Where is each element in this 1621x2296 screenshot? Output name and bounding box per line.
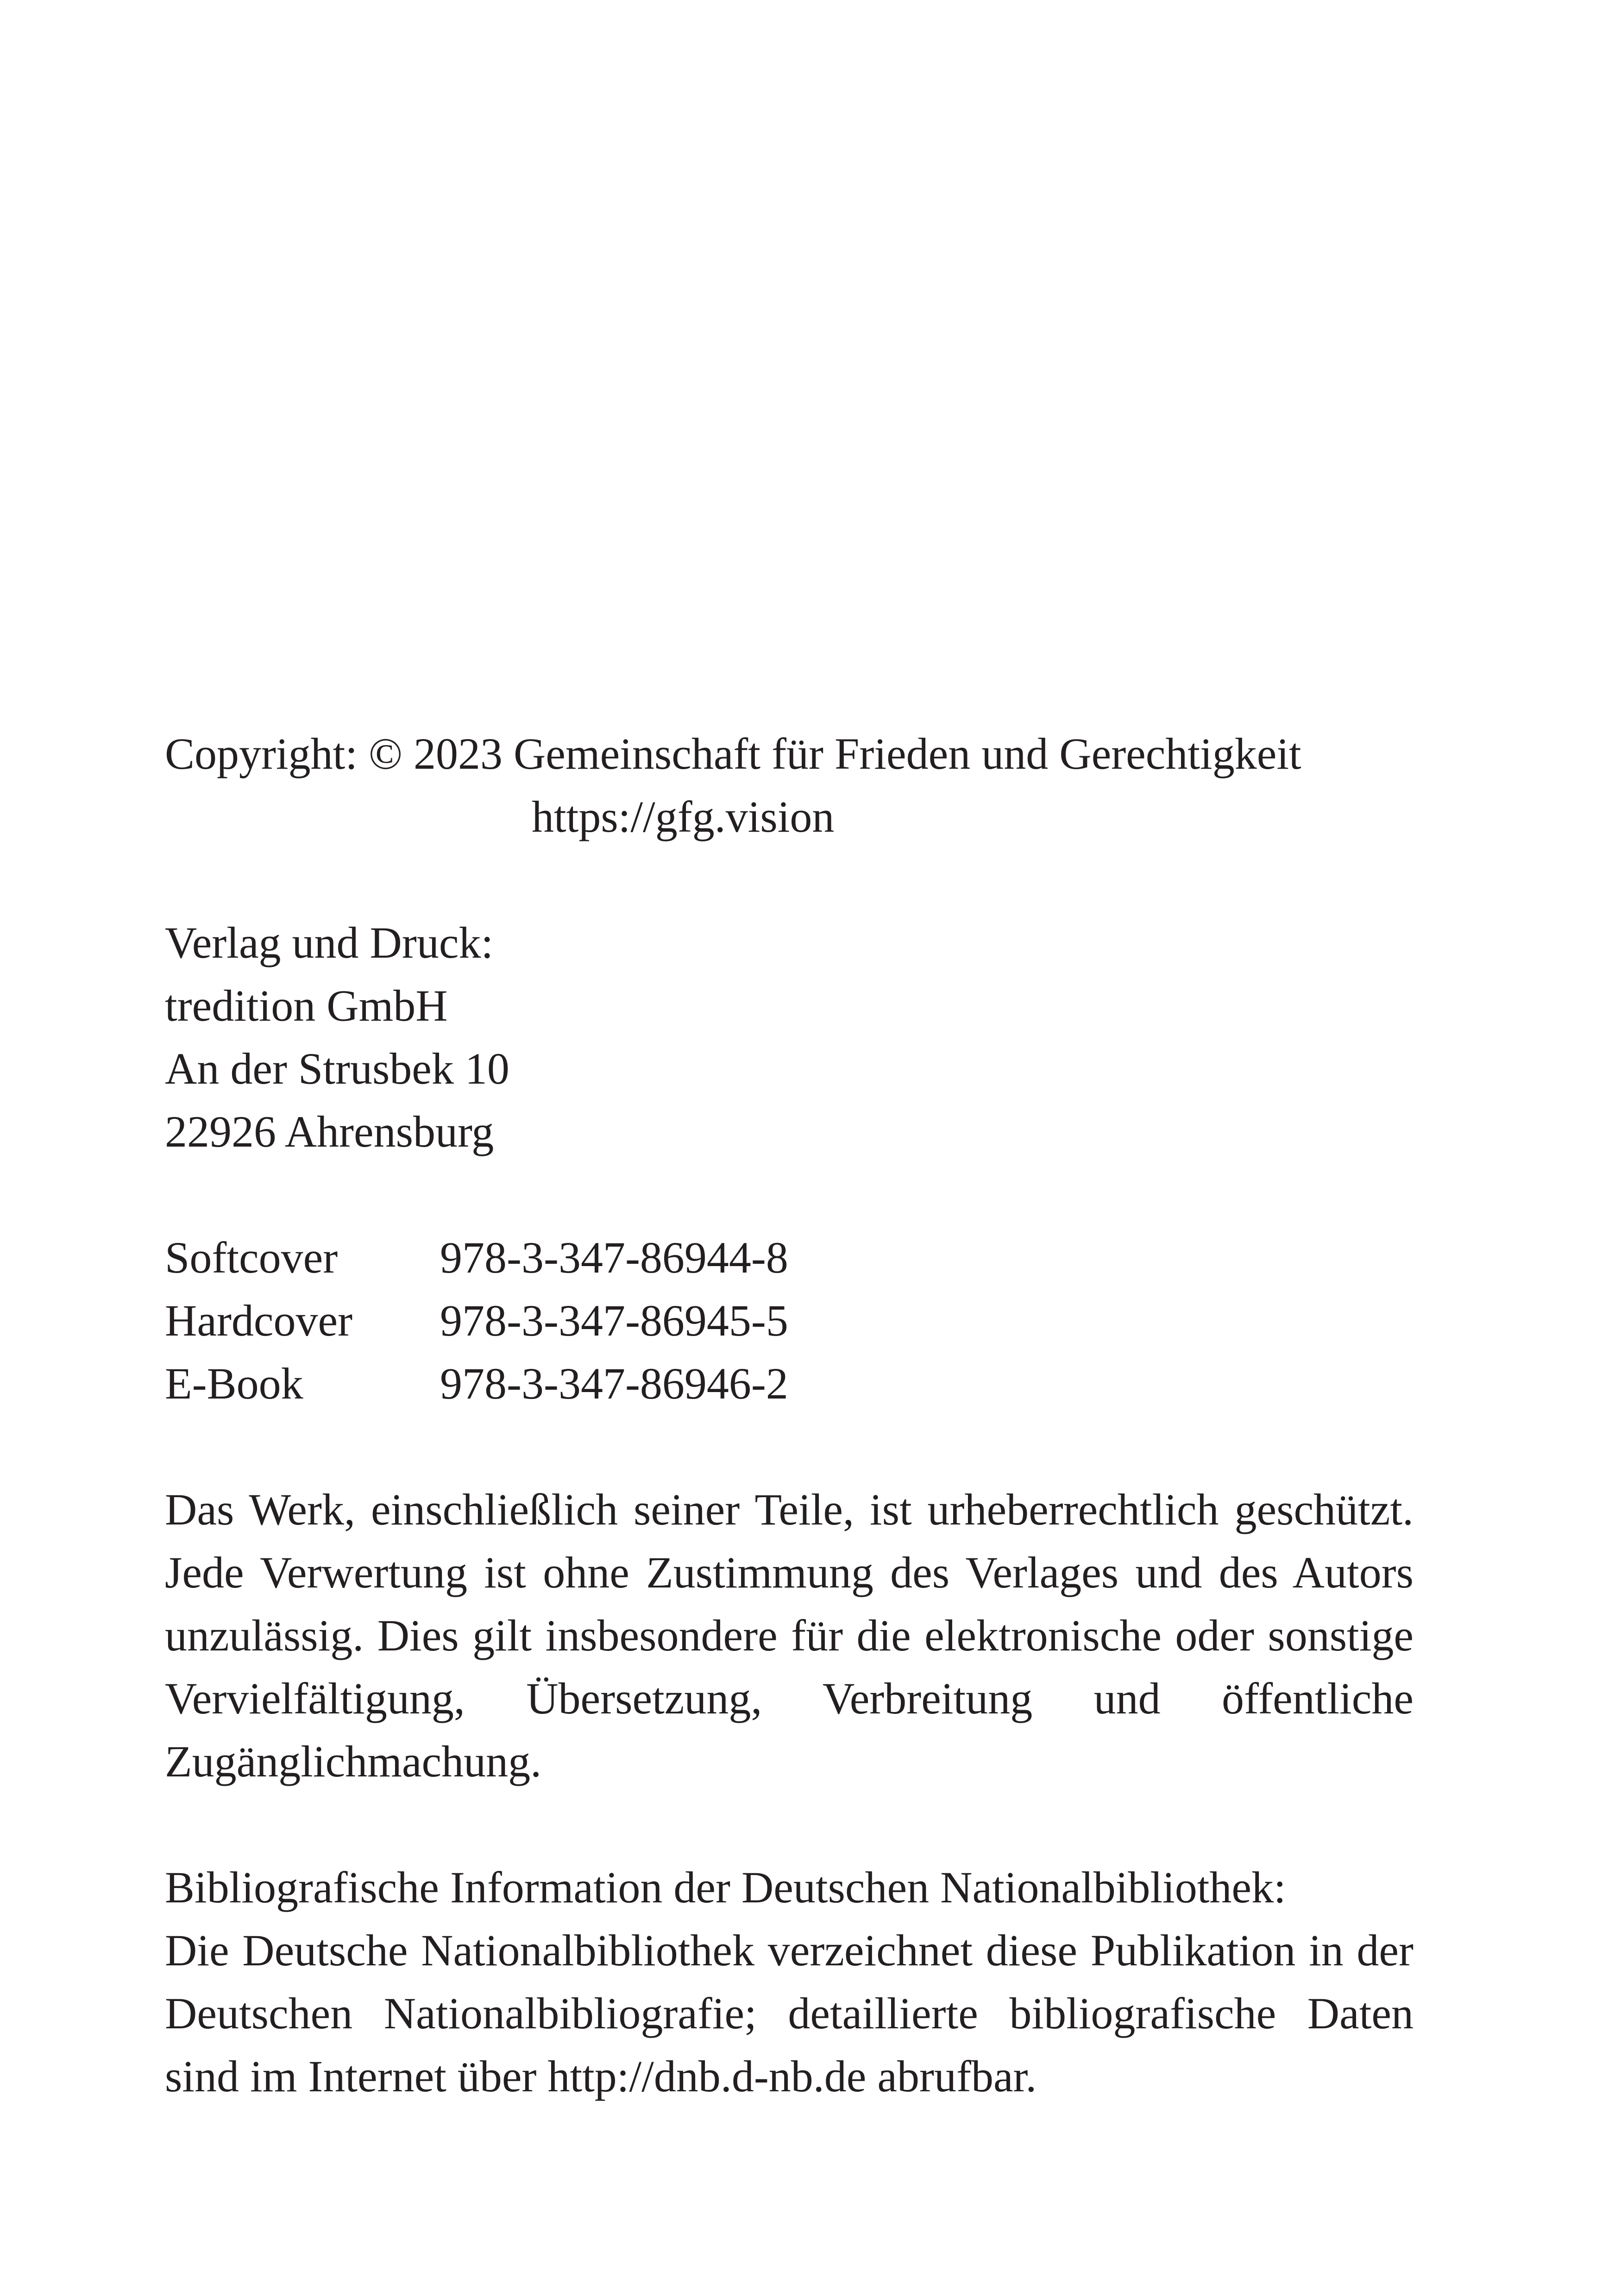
publisher-name: tredition GmbH (165, 981, 448, 1030)
spacer (165, 1163, 1414, 1226)
isbn-label: Softcover (165, 1233, 338, 1282)
bibliography-paragraph: Die Deutsche Nationalbibliothek verzeichnet diese Publikation in der Deutschen Nationalbibliografie; detaillierte bibliografische Daten sind im Internet über http://dnb.d-nb.de abrufbar. (165, 1926, 1414, 2101)
publisher-city: 22926 Ahrensburg (165, 1107, 494, 1156)
website-url[interactable]: https://gfg.vision (532, 792, 835, 841)
isbn-value: 978-3-347-86946-2 (440, 1359, 788, 1408)
spacer (165, 848, 1414, 911)
publisher-block (165, 911, 1414, 1163)
isbn-label: Hardcover (165, 1296, 353, 1345)
spacer (165, 1793, 1414, 1856)
isbn-table (165, 1226, 1414, 1415)
copyright-block (165, 722, 1414, 848)
rights-paragraph: Das Werk, einschließlich seiner Teile, ist urheberrechtlich geschützt. Jede Verwertung ist ohne Zustimmung des Verlages und des Autors unzulässig. Dies gilt insbesondere für die elektronische oder sonstige Vervielfältigung, Übersetzung, Verbreitung und öffentliche Zugänglichmachung. (165, 1485, 1414, 1786)
spacer (165, 1415, 1414, 1478)
isbn-row (165, 1352, 1414, 1415)
isbn-row (165, 1226, 1414, 1289)
isbn-label: E-Book (165, 1359, 303, 1408)
publisher-street: An der Strusbek 10 (165, 1044, 509, 1093)
isbn-value: 978-3-347-86944-8 (440, 1233, 788, 1282)
publisher-heading: Verlag und Druck: (165, 918, 494, 967)
copyright-line: Copyright: © 2023 Gemeinschaft für Frieden und Gerechtigkeit (165, 729, 1301, 778)
bibliography-heading: Bibliografische Information der Deutschen Nationalbibliothek: (165, 1863, 1286, 1912)
imprint-content (165, 722, 1414, 2108)
isbn-value: 978-3-347-86945-5 (440, 1296, 788, 1345)
bibliography-block (165, 1856, 1414, 2108)
isbn-row (165, 1289, 1414, 1352)
